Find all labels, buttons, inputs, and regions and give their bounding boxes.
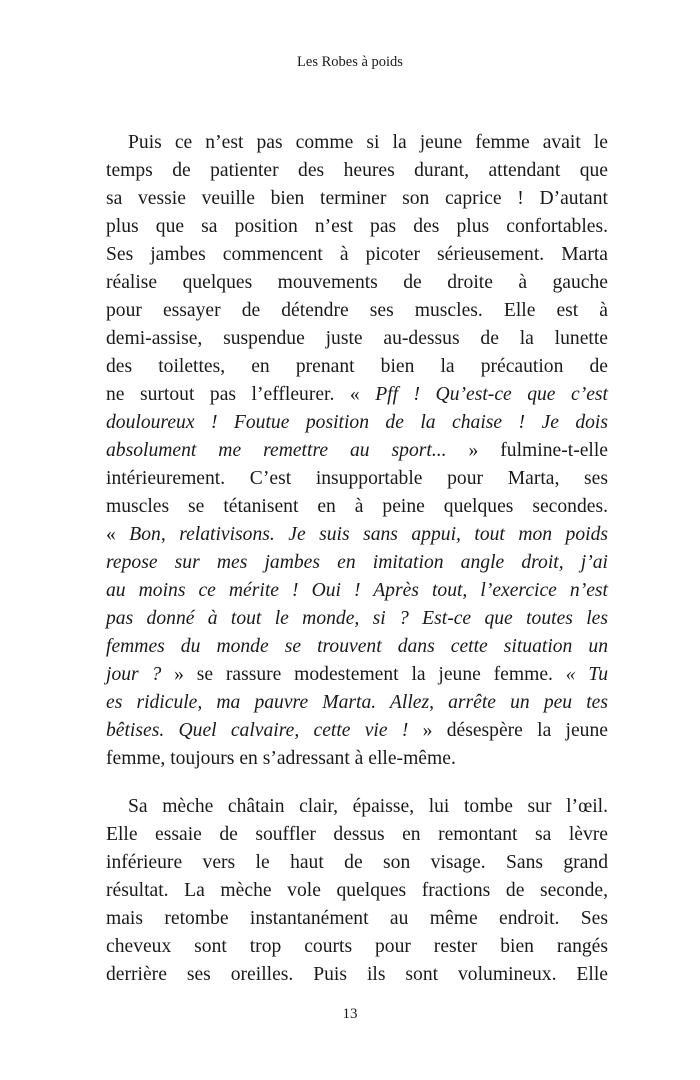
italic-text: absolument me remettre au sport...	[106, 440, 469, 461]
text-line	[106, 185, 608, 213]
text-line	[106, 157, 608, 185]
text-run: demi-assise, suspendue juste au-dessus de la lunette	[106, 328, 608, 349]
text-line	[106, 821, 608, 849]
italic-text: jour ?	[106, 664, 175, 685]
text-line	[106, 877, 608, 905]
text-run: femme, toujours en s’adressant à elle-même.	[106, 748, 456, 769]
body-text	[106, 129, 608, 1009]
italic-text: pas donné à tout le monde, si ? Est-ce que toutes les	[106, 608, 608, 629]
text-run: Ses jambes commencent à picoter sérieusement. Marta	[106, 244, 608, 265]
text-line	[106, 793, 608, 821]
page-number: 13	[342, 1006, 358, 1022]
text-run: plus que sa position n’est pas des plus confortables.	[106, 216, 608, 237]
text-line	[106, 269, 608, 297]
text-run: inférieure vers le haut de son visage. Sans grand	[106, 852, 608, 873]
text-run: » désespère la jeune	[422, 720, 608, 741]
text-line	[106, 353, 608, 381]
text-line	[106, 605, 608, 633]
text-line	[106, 689, 608, 717]
text-line	[106, 577, 608, 605]
text-line	[106, 493, 608, 521]
text-run: Elle essaie de souffler dessus en remontant sa lèvre	[106, 824, 608, 845]
italic-text: es ridicule, ma pauvre Marta. Allez, arrête un peu tes	[106, 692, 608, 713]
italic-text: douloureux ! Foutue position de la chaise ! Je dois	[106, 412, 608, 433]
text-run: muscles se tétanisent en à peine quelques secondes.	[106, 496, 608, 517]
running-header: Les Robes à poids	[297, 54, 403, 70]
text-run: Puis ce n’est pas comme si la jeune femme avait le	[128, 132, 608, 153]
text-line	[106, 241, 608, 269]
paragraph	[106, 129, 608, 773]
italic-text: repose sur mes jambes en imitation angle droit, j’ai	[106, 552, 608, 573]
text-run: intérieurement. C’est insupportable pour Marta, ses	[106, 468, 608, 489]
text-line	[106, 213, 608, 241]
text-line	[106, 465, 608, 493]
text-line	[106, 961, 608, 989]
italic-text: femmes du monde se trouvent dans cette situation un	[106, 636, 608, 657]
text-run: » fulmine-t-elle	[468, 440, 608, 461]
text-run: Sa mèche châtain clair, épaisse, lui tombe sur l’œil.	[128, 796, 608, 817]
text-line	[106, 745, 608, 773]
text-line	[106, 381, 608, 409]
text-run: des toilettes, en prenant bien la précaution de	[106, 356, 608, 377]
text-run: cheveux sont trop courts pour rester bien rangés	[106, 936, 608, 957]
italic-text: Pff ! Qu’est-ce que c’est	[375, 384, 608, 405]
text-run: résultat. La mèche vole quelques fractions de seconde,	[106, 880, 608, 901]
text-run: pour essayer de détendre ses muscles. Elle est à	[106, 300, 608, 321]
text-run: «	[106, 524, 130, 545]
text-line	[106, 933, 608, 961]
text-run: ne surtout pas l’effleurer. «	[106, 384, 376, 405]
text-line	[106, 437, 608, 465]
text-run: sa vessie veuille bien terminer son caprice ! D’autant	[106, 188, 608, 209]
text-run: temps de patienter des heures durant, attendant que	[106, 160, 608, 181]
italic-text: au moins ce mérite ! Oui ! Après tout, l’exercice n’est	[106, 580, 608, 601]
paragraph	[106, 793, 608, 989]
text-line	[106, 297, 608, 325]
text-line	[106, 325, 608, 353]
text-line	[106, 549, 608, 577]
italic-text: « Tu	[565, 664, 608, 685]
text-line	[106, 521, 608, 549]
text-line	[106, 409, 608, 437]
text-line	[106, 905, 608, 933]
text-run: réalise quelques mouvements de droite à gauche	[106, 272, 608, 293]
text-line	[106, 633, 608, 661]
italic-text: Bon, relativisons. Je suis sans appui, tout mon poids	[129, 524, 608, 545]
text-line	[106, 129, 608, 157]
text-run: mais retombe instantanément au même endroit. Ses	[106, 908, 608, 929]
text-run: derrière ses oreilles. Puis ils sont volumineux. Elle	[106, 964, 608, 985]
italic-text: bêtises. Quel calvaire, cette vie !	[106, 720, 423, 741]
text-run: » se rassure modestement la jeune femme.	[174, 664, 566, 685]
text-line	[106, 717, 608, 745]
text-line	[106, 661, 608, 689]
text-line	[106, 849, 608, 877]
